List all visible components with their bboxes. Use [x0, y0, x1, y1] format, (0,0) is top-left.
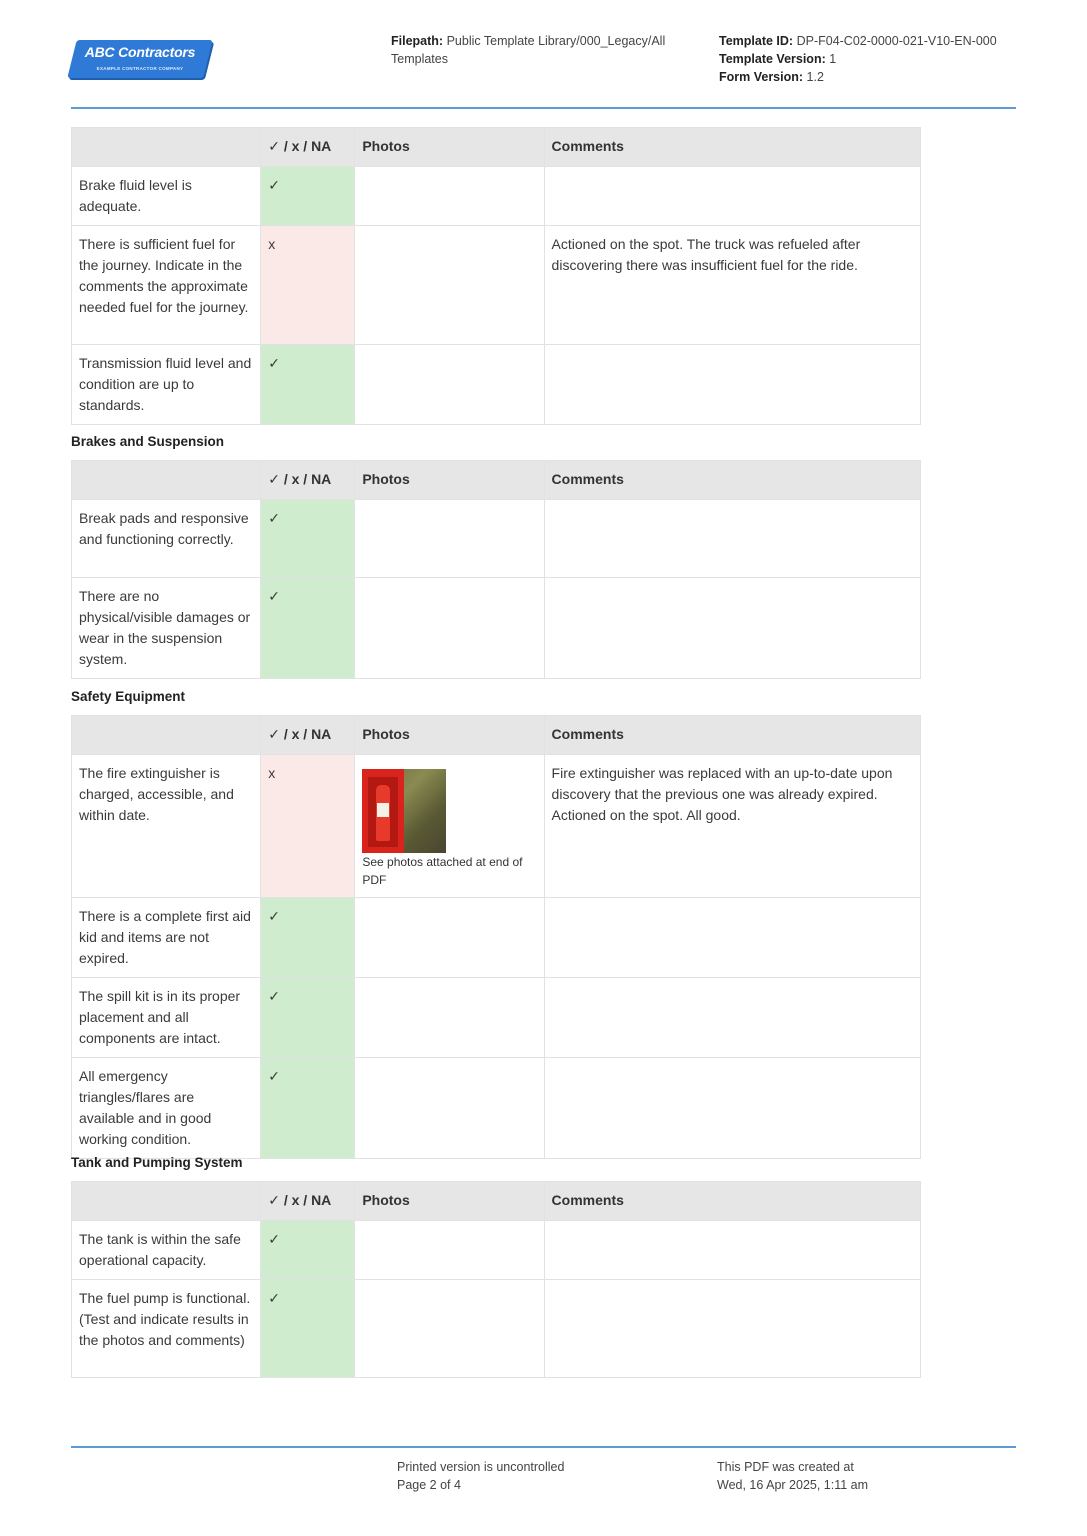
item-text: The spill kit is in its proper placement and all components are intact. — [72, 978, 261, 1058]
column-header-photos: Photos — [355, 128, 544, 167]
section-title-brakes: Brakes and Suspension — [71, 434, 225, 449]
template-version-label: Template Version: — [719, 52, 826, 66]
section-title-safety-equipment: Safety Equipment — [71, 689, 186, 704]
photos-cell — [355, 578, 544, 679]
item-text: The fire extinguisher is charged, accessible, and within date. — [72, 755, 261, 898]
column-header-photos: Photos — [355, 716, 544, 755]
column-header-status: ✓ / x / NA — [261, 716, 355, 755]
photos-cell — [355, 500, 544, 578]
table-row — [72, 755, 921, 898]
table-row — [72, 578, 921, 679]
fire-extinguisher-photo-icon[interactable] — [362, 769, 446, 853]
table-header-row — [72, 128, 921, 167]
table-header-row — [72, 1182, 921, 1221]
checklist-table-tank — [71, 1181, 921, 1378]
table-row — [72, 167, 921, 226]
photos-cell — [355, 978, 544, 1058]
item-text: Brake fluid level is adequate. — [72, 167, 261, 226]
created-timestamp: Wed, 16 Apr 2025, 1:11 am — [717, 1478, 869, 1492]
footer-right — [717, 1458, 868, 1494]
column-header-comments: Comments — [544, 461, 920, 500]
section-title-tank-pumping: Tank and Pumping System — [71, 1155, 243, 1170]
uncontrolled-notice: Printed version is uncontrolled — [397, 1460, 565, 1474]
comments-cell — [544, 1280, 920, 1378]
table-row — [72, 898, 921, 978]
template-id — [719, 32, 1049, 50]
column-header-item — [72, 128, 261, 167]
form-version — [719, 68, 1049, 86]
table-row — [72, 1280, 921, 1378]
photo-caption: See photos attached at end of PDF — [362, 855, 523, 887]
column-header-photos: Photos — [355, 1182, 544, 1221]
table-header-row — [72, 716, 921, 755]
item-text: The fuel pump is functional. (Test and indicate results in the photos and comments) — [72, 1280, 261, 1378]
photos-cell — [355, 1221, 544, 1280]
template-version — [719, 50, 1049, 68]
filepath-label: Filepath: — [391, 34, 444, 48]
column-header-status: ✓ / x / NA — [261, 128, 355, 167]
template-info-block — [719, 32, 1049, 86]
photos-cell — [355, 1058, 544, 1159]
photos-cell — [355, 226, 544, 345]
photos-cell — [355, 898, 544, 978]
photos-cell — [355, 755, 544, 898]
column-header-comments: Comments — [544, 128, 920, 167]
comments-cell: Fire extinguisher was replaced with an up-to-date upon discovery that the previous one was already expired. Actioned on the spot. All good. — [544, 755, 920, 898]
form-version-value: 1.2 — [806, 70, 824, 84]
template-id-label: Template ID: — [719, 34, 794, 48]
item-text: Transmission fluid level and condition are up to standards. — [72, 345, 261, 425]
status-pass: ✓ — [261, 500, 355, 578]
header-divider — [71, 107, 1016, 109]
logo-title: ABC Contractors — [84, 44, 196, 60]
comments-cell — [544, 167, 920, 226]
column-header-item — [72, 716, 261, 755]
item-text: The tank is within the safe operational capacity. — [72, 1221, 261, 1280]
comments-cell — [544, 978, 920, 1058]
status-pass: ✓ — [261, 578, 355, 679]
table-row — [72, 500, 921, 578]
item-text: All emergency triangles/flares are available and in good working condition. — [72, 1058, 261, 1159]
comments-cell — [544, 500, 920, 578]
comments-cell — [544, 1221, 920, 1280]
comments-cell — [544, 898, 920, 978]
column-header-status: ✓ / x / NA — [261, 1182, 355, 1221]
column-header-photos: Photos — [355, 461, 544, 500]
comments-cell: Actioned on the spot. The truck was refueled after discovering there was insufficient fuel for the ride. — [544, 226, 920, 345]
template-version-value: 1 — [829, 52, 837, 66]
photos-cell — [355, 1280, 544, 1378]
status-pass: ✓ — [261, 898, 355, 978]
status-pass: ✓ — [261, 978, 355, 1058]
column-header-comments: Comments — [544, 716, 920, 755]
checklist-table-brakes — [71, 460, 921, 679]
logo-subtitle: EXAMPLE CONTRACTOR COMPANY — [96, 66, 184, 71]
filepath-value: Public Template Library/000_Legacy/All Templates — [391, 34, 666, 66]
table-row — [72, 1221, 921, 1280]
checklist-table-safety — [71, 715, 921, 1159]
created-label: This PDF was created at — [717, 1460, 854, 1474]
column-header-status: ✓ / x / NA — [261, 461, 355, 500]
filepath-block — [391, 32, 691, 68]
footer-left — [397, 1458, 564, 1494]
footer-divider — [71, 1446, 1016, 1448]
item-text: There is a complete first aid kid and items are not expired. — [72, 898, 261, 978]
table-row — [72, 226, 921, 345]
status-fail: x — [261, 226, 355, 345]
table-header-row — [72, 461, 921, 500]
status-pass: ✓ — [261, 345, 355, 425]
company-logo — [72, 40, 208, 78]
comments-cell — [544, 1058, 920, 1159]
status-pass: ✓ — [261, 1221, 355, 1280]
column-header-item — [72, 1182, 261, 1221]
template-id-value: DP-F04-C02-0000-021-V10-EN-000 — [796, 34, 997, 48]
table-row — [72, 1058, 921, 1159]
status-pass: ✓ — [261, 1280, 355, 1378]
table-row — [72, 345, 921, 425]
photos-cell — [355, 167, 544, 226]
page-header — [0, 0, 1087, 110]
status-pass: ✓ — [261, 1058, 355, 1159]
column-header-comments: Comments — [544, 1182, 920, 1221]
item-text: Break pads and responsive and functioning correctly. — [72, 500, 261, 578]
form-version-label: Form Version: — [719, 70, 804, 84]
comments-cell — [544, 578, 920, 679]
status-pass: ✓ — [261, 167, 355, 226]
status-fail: x — [261, 755, 355, 898]
photos-cell — [355, 345, 544, 425]
comments-cell — [544, 345, 920, 425]
item-text: There is sufficient fuel for the journey. Indicate in the comments the approximate needed fuel for the journey. — [72, 226, 261, 345]
item-text: There are no physical/visible damages or wear in the suspension system. — [72, 578, 261, 679]
column-header-item — [72, 461, 261, 500]
table-row — [72, 978, 921, 1058]
checklist-table-fluids — [71, 127, 921, 425]
page-number: Page 2 of 4 — [397, 1478, 461, 1492]
